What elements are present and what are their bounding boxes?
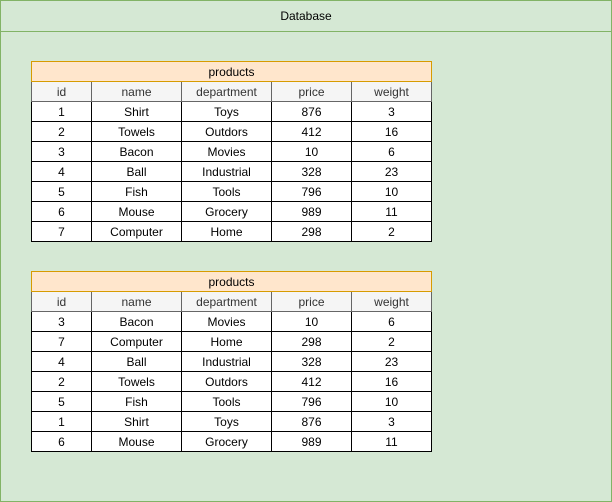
table-row [32,372,432,392]
cell-weight: 11 [352,202,432,222]
cell-department: Tools [182,182,272,202]
cell-id: 1 [32,412,92,432]
table-row [32,122,432,142]
table-title: products [32,272,432,292]
cell-price: 10 [272,312,352,332]
cell-name: Bacon [92,142,182,162]
cell-department: Home [182,332,272,352]
table-row [32,222,432,242]
cell-id: 4 [32,352,92,372]
cell-department: Movies [182,142,272,162]
cell-id: 3 [32,312,92,332]
column-header-row [32,82,432,102]
column-header-weight: weight [352,82,432,102]
table-row [32,102,432,122]
table-row [32,352,432,372]
cell-id: 7 [32,222,92,242]
cell-id: 6 [32,202,92,222]
column-header-price: price [272,82,352,102]
cell-department: Outdors [182,122,272,142]
cell-id: 6 [32,432,92,452]
table-row [32,142,432,162]
container-title: Database [1,1,611,32]
column-header-name: name [92,292,182,312]
column-header-name: name [92,82,182,102]
cell-id: 5 [32,182,92,202]
cell-name: Fish [92,182,182,202]
cell-name: Bacon [92,312,182,332]
column-header-department: department [182,82,272,102]
cell-price: 796 [272,392,352,412]
column-header-department: department [182,292,272,312]
cell-weight: 10 [352,182,432,202]
table-row [32,202,432,222]
cell-department: Industrial [182,162,272,182]
cell-weight: 3 [352,412,432,432]
cell-name: Ball [92,352,182,372]
cell-name: Ball [92,162,182,182]
cell-price: 989 [272,432,352,452]
cell-name: Shirt [92,102,182,122]
cell-name: Towels [92,372,182,392]
column-header-id: id [32,292,92,312]
column-header-price: price [272,292,352,312]
table-row [32,312,432,332]
cell-weight: 3 [352,102,432,122]
cell-id: 2 [32,372,92,392]
cell-weight: 23 [352,352,432,372]
column-header-row [32,292,432,312]
cell-price: 989 [272,202,352,222]
table-row [32,182,432,202]
cell-weight: 6 [352,312,432,332]
cell-price: 412 [272,372,352,392]
cell-department: Tools [182,392,272,412]
cell-department: Movies [182,312,272,332]
cell-id: 7 [32,332,92,352]
cell-id: 5 [32,392,92,412]
products-table-sorted [31,271,432,452]
cell-id: 3 [32,142,92,162]
cell-weight: 2 [352,332,432,352]
table-row [32,392,432,412]
cell-price: 876 [272,412,352,432]
cell-name: Mouse [92,202,182,222]
cell-weight: 11 [352,432,432,452]
cell-department: Outdors [182,372,272,392]
cell-id: 4 [32,162,92,182]
cell-department: Toys [182,412,272,432]
cell-price: 298 [272,222,352,242]
cell-price: 796 [272,182,352,202]
cell-department: Industrial [182,352,272,372]
cell-weight: 23 [352,162,432,182]
cell-name: Towels [92,122,182,142]
cell-weight: 16 [352,122,432,142]
cell-price: 298 [272,332,352,352]
cell-weight: 10 [352,392,432,412]
table-row [32,162,432,182]
cell-weight: 6 [352,142,432,162]
cell-name: Fish [92,392,182,412]
cell-price: 328 [272,352,352,372]
cell-department: Grocery [182,202,272,222]
cell-price: 328 [272,162,352,182]
cell-price: 876 [272,102,352,122]
cell-id: 2 [32,122,92,142]
table-row [32,332,432,352]
table-title: products [32,62,432,82]
table-row [32,412,432,432]
cell-department: Toys [182,102,272,122]
cell-name: Shirt [92,412,182,432]
column-header-id: id [32,82,92,102]
cell-weight: 16 [352,372,432,392]
cell-name: Computer [92,222,182,242]
products-table-original [31,61,432,242]
cell-name: Computer [92,332,182,352]
table-row [32,432,432,452]
cell-weight: 2 [352,222,432,242]
cell-price: 10 [272,142,352,162]
column-header-weight: weight [352,292,432,312]
cell-price: 412 [272,122,352,142]
cell-id: 1 [32,102,92,122]
cell-name: Mouse [92,432,182,452]
cell-department: Grocery [182,432,272,452]
cell-department: Home [182,222,272,242]
